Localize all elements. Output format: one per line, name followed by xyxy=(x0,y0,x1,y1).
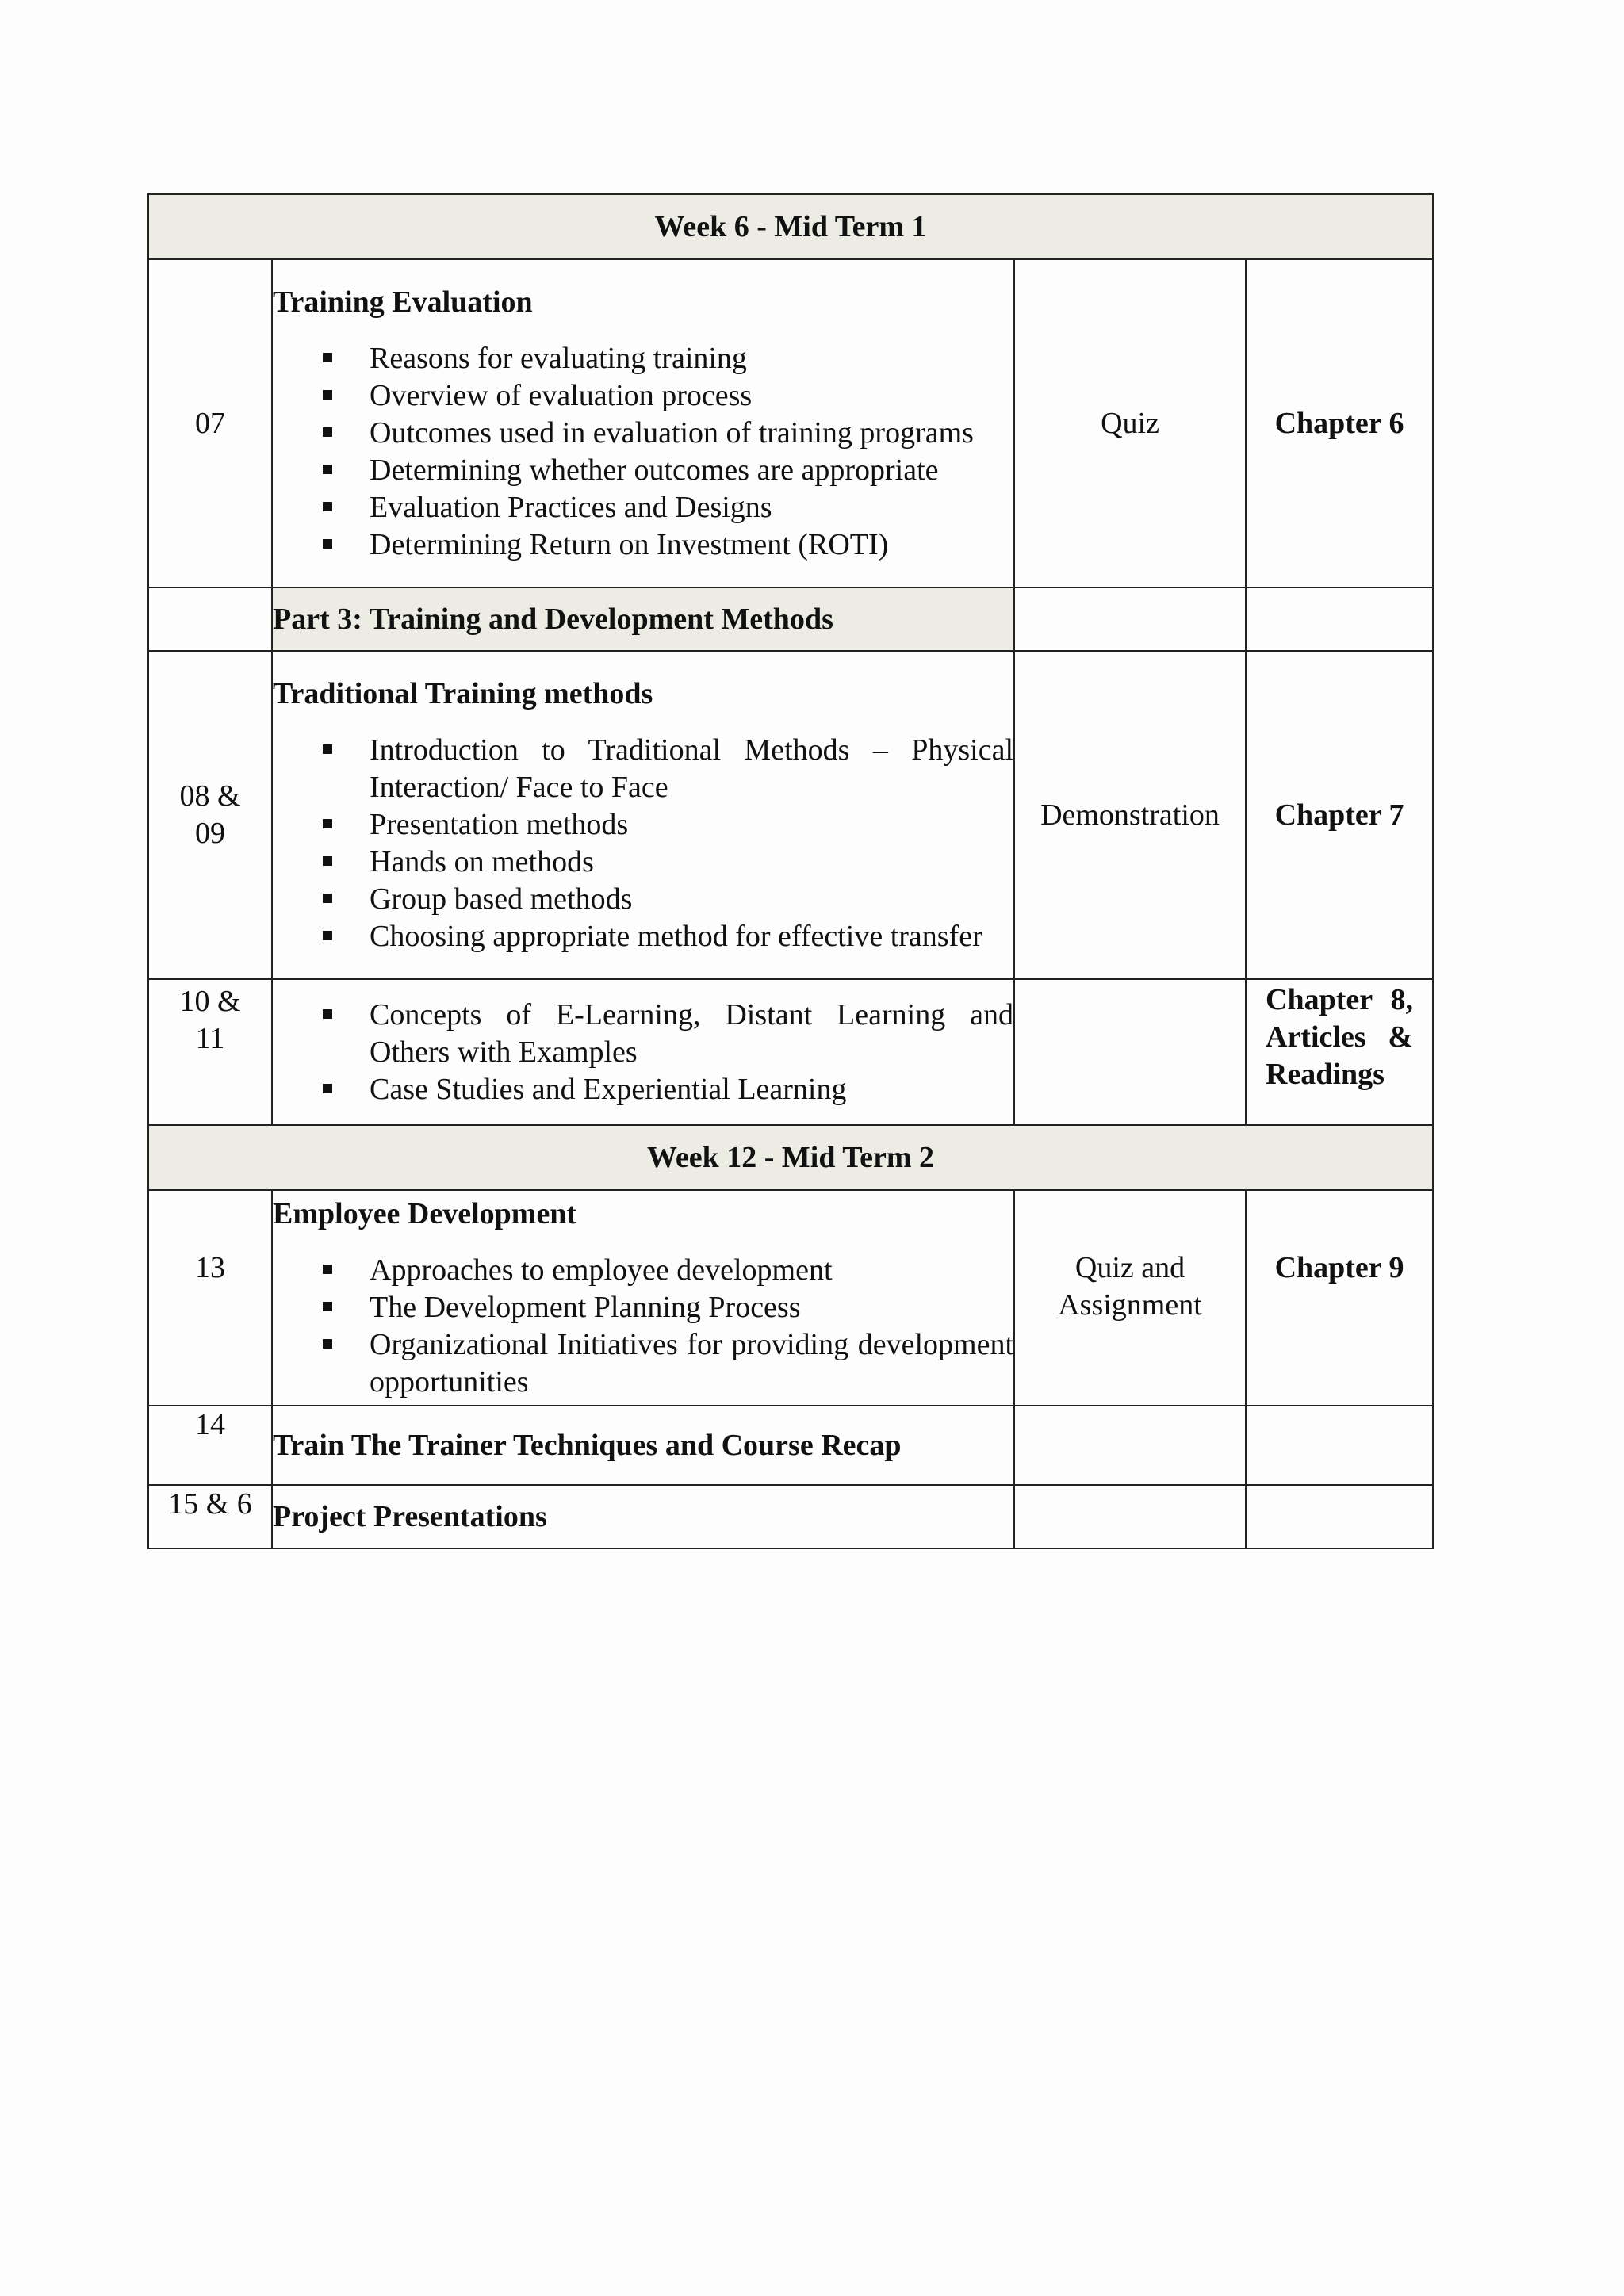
method-cell-empty xyxy=(1014,1485,1246,1548)
mid-term-2-banner: Week 12 - Mid Term 2 xyxy=(148,1125,1433,1190)
chapter-line: Articles & xyxy=(1266,1020,1414,1054)
topic-cell xyxy=(272,651,1014,979)
method-cell xyxy=(1014,1190,1246,1406)
list-item: Case Studies and Experiential Learning xyxy=(273,1071,1013,1108)
mid-term-1-banner: Week 6 - Mid Term 1 xyxy=(148,194,1433,259)
list-item: Approaches to employee development xyxy=(273,1252,1013,1289)
list-item: Introduction to Traditional Methods – Physical Interaction/ Face to Face xyxy=(273,732,1013,806)
chapter-cell-empty xyxy=(1246,1406,1433,1485)
traditional-methods-row xyxy=(148,651,1433,979)
chapter-cell: Chapter 7 xyxy=(1246,651,1433,979)
topic-cell xyxy=(272,1485,1014,1548)
employee-development-row xyxy=(148,1190,1433,1406)
week-line: 09 xyxy=(195,817,225,850)
topic-bullet-list xyxy=(273,340,1013,564)
week-line: 08 & xyxy=(179,779,241,813)
training-evaluation-row xyxy=(148,259,1433,587)
list-item: Concepts of E-Learning, Distant Learning and Others with Examples xyxy=(273,997,1013,1071)
topic-bullet-list xyxy=(273,997,1013,1108)
chapter-cell-empty xyxy=(1246,587,1433,651)
list-item: Determining whether outcomes are appropriate xyxy=(273,452,1013,489)
method-cell: Demonstration xyxy=(1014,651,1246,979)
trainer-recap-row xyxy=(148,1406,1433,1485)
topic-cell xyxy=(272,979,1014,1125)
part-3-heading: Part 3: Training and Development Methods xyxy=(273,602,833,636)
topic-heading: Traditional Training methods xyxy=(273,676,653,710)
part-3-row xyxy=(148,587,1433,651)
list-item: Choosing appropriate method for effective transfer xyxy=(273,918,1013,955)
part-3-heading-cell xyxy=(272,587,1014,651)
mid-term-1-row xyxy=(148,194,1433,259)
topic-heading: Project Presentations xyxy=(273,1499,547,1533)
week-line: 11 xyxy=(195,1022,225,1055)
week-cell: 07 xyxy=(148,259,272,587)
topic-heading: Train The Trainer Techniques and Course Recap xyxy=(273,1428,902,1462)
chapter-cell-empty xyxy=(1246,1485,1433,1548)
week-line: 10 & xyxy=(179,985,241,1018)
chapter-line: Chapter 8, xyxy=(1266,983,1414,1016)
week-cell xyxy=(148,651,272,979)
week-cell: 15 & 6 xyxy=(148,1485,272,1548)
method-cell: Quiz xyxy=(1014,259,1246,587)
week-cell: 14 xyxy=(148,1406,272,1485)
week-cell: 13 xyxy=(148,1190,272,1406)
week-cell xyxy=(148,979,272,1125)
method-cell-empty xyxy=(1014,1406,1246,1485)
chapter-line: Readings xyxy=(1266,1058,1385,1091)
topic-cell xyxy=(272,1190,1014,1406)
course-schedule-table xyxy=(147,193,1434,1549)
list-item: Hands on methods xyxy=(273,844,1013,881)
topic-bullet-list xyxy=(273,1252,1013,1401)
topic-cell xyxy=(272,1406,1014,1485)
method-cell-empty xyxy=(1014,979,1246,1125)
list-item: Evaluation Practices and Designs xyxy=(273,489,1013,526)
list-item: Reasons for evaluating training xyxy=(273,340,1013,377)
list-item: The Development Planning Process xyxy=(273,1289,1013,1326)
list-item: Presentation methods xyxy=(273,806,1013,844)
elearning-row xyxy=(148,979,1433,1125)
chapter-cell: Chapter 9 xyxy=(1246,1190,1433,1406)
week-cell-empty xyxy=(148,587,272,651)
method-cell-empty xyxy=(1014,587,1246,651)
list-item: Organizational Initiatives for providing development opportunities xyxy=(273,1326,1013,1401)
list-item: Outcomes used in evaluation of training programs xyxy=(273,415,1013,452)
topic-heading: Employee Development xyxy=(273,1196,577,1230)
chapter-cell: Chapter 6 xyxy=(1246,259,1433,587)
topic-heading: Training Evaluation xyxy=(273,285,533,319)
mid-term-2-row xyxy=(148,1125,1433,1190)
list-item: Determining Return on Investment (ROTI) xyxy=(273,526,1013,564)
list-item: Overview of evaluation process xyxy=(273,377,1013,415)
list-item: Group based methods xyxy=(273,881,1013,918)
topic-cell xyxy=(272,259,1014,587)
topic-bullet-list xyxy=(273,732,1013,955)
project-presentations-row xyxy=(148,1485,1433,1548)
method-line: Assignment xyxy=(1058,1288,1202,1322)
chapter-cell xyxy=(1246,979,1433,1125)
method-line: Quiz and xyxy=(1074,1251,1185,1284)
